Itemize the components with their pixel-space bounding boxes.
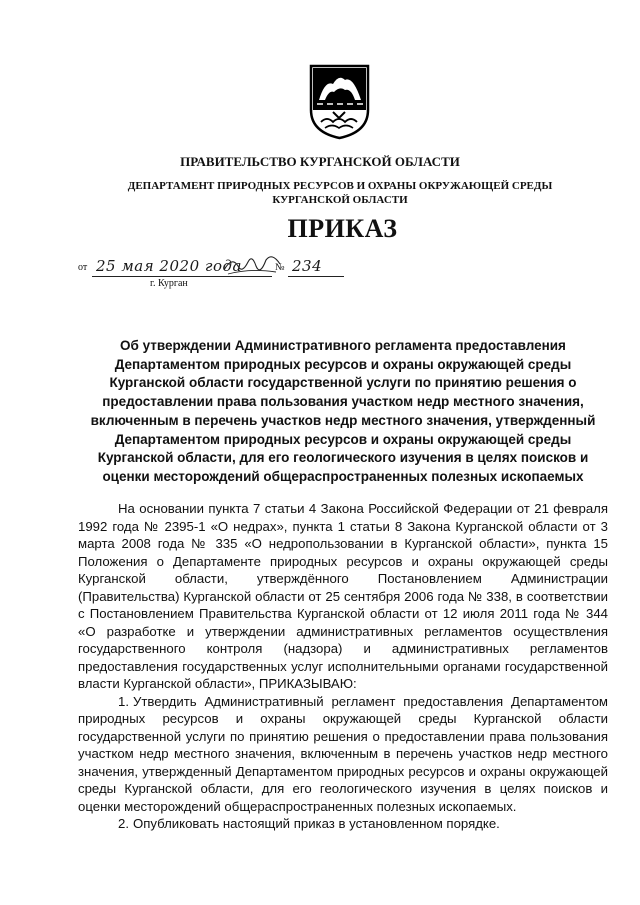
- date-number-line: [78, 256, 378, 278]
- number-field: [288, 256, 344, 277]
- handwritten-signature: [222, 252, 282, 278]
- preamble-paragraph: На основании пункта 7 статьи 4 Закона Российской Федерации от 21 февраля 1992 года № 2395-1 «О недрах», пункта 1 статьи 8 Закона Курганской области от 3 марта 2008 года № 335 «О недропользовании в Курганской области», пункта 15 Положения о Департаменте природных ресурсов и охраны окружающей среды Курганской области, утверждённого Постановлением Администрации (Правительства) Курганской области от 25 сентября 2006 года № 338, в соответствии с Постановлением Правительства Курганской области от 12 июля 2011 года № 344 «О разработке и утверждении административных регламентов осуществления государственного контроля (надзора) и административных регламентов предоставления государственных услуг исполнительными органами государственной власти Курганской области», ПРИКАЗЫВАЮ:: [78, 501, 608, 691]
- date-prefix: от: [78, 262, 88, 273]
- item-number: 1.: [118, 693, 129, 709]
- item-text: Утвердить Административный регламент предоставления Департаментом природных ресурсов и охраны окружающей среды Курганской области государственной услуги по принятию решения о предоставлении права пользования участком недр местного значения, включенным в перечень участков недр местного значения, утвержденный Департаментом природных ресурсов и охраны окружающей среды Курганской области, для его геологического изучения в целях поисков и оценки месторождений общераспространенных полезных ископаемых.: [78, 693, 608, 814]
- department-title: [60, 179, 620, 207]
- government-title: ПРАВИТЕЛЬСТВО КУРГАНСКОЙ ОБЛАСТИ: [180, 154, 460, 169]
- item-number: 2.: [118, 816, 129, 831]
- date-field: [92, 256, 272, 277]
- order-item-1: [78, 693, 608, 816]
- city-label: г. Курган: [150, 278, 188, 289]
- order-body: [78, 500, 608, 833]
- order-item-2: [78, 815, 608, 833]
- order-number: 234: [292, 257, 323, 275]
- number-prefix: №: [275, 262, 285, 273]
- kurgan-coat-of-arms-icon: [307, 60, 372, 140]
- department-title-line-2: КУРГАНСКОЙ ОБЛАСТИ: [272, 194, 408, 206]
- order-subject: Об утверждении Административного регламента предоставления Департаментом природных ресурсов и охраны окружающей среды Курганской области государственной услуги по принятию решения о предоставлении права пользования участком недр местного значения, включенным в перечень участков недр местного значения, утвержденный Департаментом природных ресурсов и охраны окружающей среды Курганской области, для его геологического изучения в целях поисков и оценки месторождений общераспространенных полезных ископаемых: [90, 338, 596, 484]
- document-type-title: ПРИКАЗ: [287, 214, 398, 243]
- order-date: 25 мая 2020 года: [96, 257, 242, 275]
- item-text: Опубликовать настоящий приказ в установленном порядке.: [133, 816, 500, 831]
- department-title-line-1: ДЕПАРТАМЕНТ ПРИРОДНЫХ РЕСУРСОВ И ОХРАНЫ ОКРУЖАЮЩЕЙ СРЕДЫ: [127, 180, 553, 192]
